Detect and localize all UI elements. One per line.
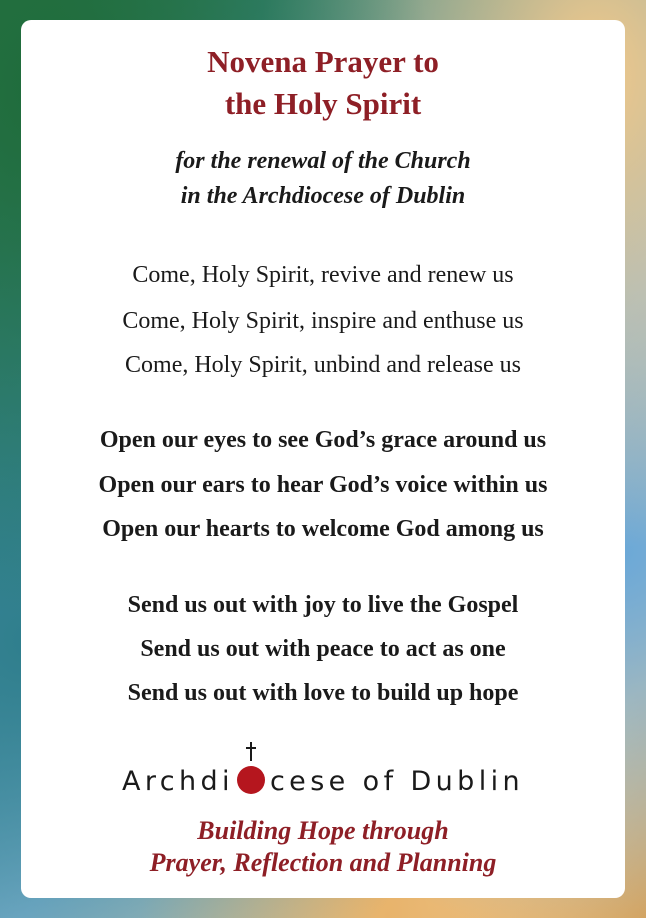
stanza-2-line-2: Open our ears to hear God’s voice within us [98,472,548,498]
logo-text-after: cese of Dublin [269,766,525,797]
stanza-1-line-3: Come, Holy Spirit, unbind and release us [125,352,521,378]
stanza-3-line-3: Send us out with love to build up hope [127,680,519,706]
logo-text-before: Archdi [121,766,234,797]
stanza-3-line-1: Send us out with joy to live the Gospel [127,592,519,618]
subtitle-line-1: for the renewal of the Church [175,148,471,174]
tagline-line-2: Prayer, Reflection and Planning [149,848,497,877]
title-line-1: Novena Prayer to [207,44,439,79]
subtitle-line-2: in the Archdiocese of Dublin [180,183,466,209]
cross-circle-icon [236,765,266,795]
title-line-2: the Holy Spirit [224,86,422,121]
tagline-line-1: Building Hope through [197,816,449,845]
stanza-1-line-1: Come, Holy Spirit, revive and renew us [132,262,514,288]
stanza-2-line-1: Open our eyes to see God’s grace around us [99,427,547,453]
stanza-2-line-3: Open our hearts to welcome God among us [102,516,544,542]
stanza-3-line-2: Send us out with peace to act as one [140,636,506,662]
stanza-1-line-2: Come, Holy Spirit, inspire and enthuse us [122,308,524,334]
prayer-card [21,20,625,898]
archdiocese-logo [21,760,625,804]
